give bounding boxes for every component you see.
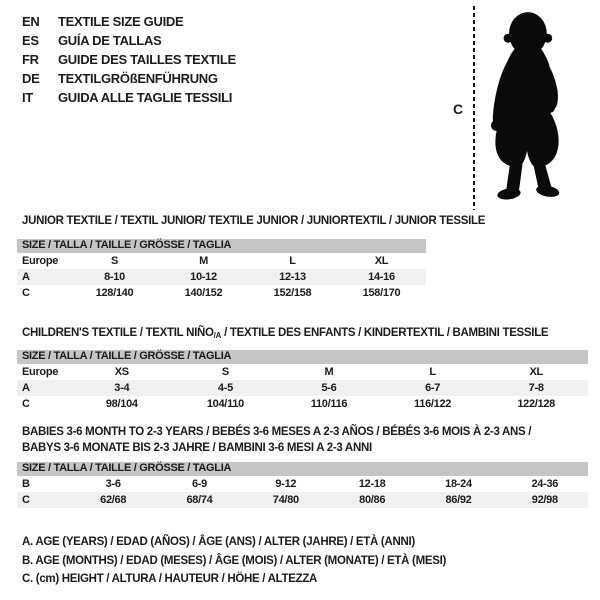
table-row-age xyxy=(17,380,588,396)
guide-title: GUIDE DES TAILLES TEXTILE xyxy=(58,52,236,67)
table-row-height xyxy=(17,285,426,301)
guide-title: TEXTILE SIZE GUIDE xyxy=(58,14,184,29)
table-cell: 116/122 xyxy=(414,398,452,410)
children-title-rest: / TEXTILE DES ENFANTS / KINDERTEXTIL / BAMBINI TESSILE xyxy=(221,327,549,339)
table-cell: 3-4 xyxy=(114,382,130,394)
language-code: FR xyxy=(22,52,39,67)
table-cell: 128/140 xyxy=(95,287,134,299)
table-cell: 158/170 xyxy=(362,287,401,299)
table-row-height xyxy=(17,492,588,508)
row-label: B xyxy=(22,478,30,490)
children-size-table xyxy=(17,350,588,412)
size-header-bar: SIZE / TALLA / TAILLE / GRÖSSE / TAGLIA xyxy=(17,239,426,253)
table-cell: 152/158 xyxy=(273,287,312,299)
babies-table-title xyxy=(22,424,531,456)
table-cell: 68/74 xyxy=(186,494,213,506)
table-cell: S xyxy=(221,366,229,378)
row-label: C xyxy=(22,398,30,410)
table-cell: 98/104 xyxy=(105,398,138,410)
table-cell: 86/92 xyxy=(445,494,472,506)
toddler-silhouette-icon xyxy=(482,7,572,208)
guide-title: GUÍA DE TALLAS xyxy=(58,33,162,48)
table-cell: L xyxy=(289,255,296,267)
table-cell: 24-36 xyxy=(531,478,559,490)
table-cell: 104/110 xyxy=(206,398,244,410)
size-header-bar: SIZE / TALLA / TAILLE / GRÖSSE / TAGLIA xyxy=(17,350,588,364)
table-cell: 6-7 xyxy=(425,382,441,394)
language-row xyxy=(22,31,236,50)
table-cell: 110/116 xyxy=(310,398,348,410)
table-cell: 62/68 xyxy=(100,494,127,506)
table-cell: 140/152 xyxy=(184,287,223,299)
table-cell: XS xyxy=(114,366,129,378)
babies-title-line1: BABIES 3-6 MONTH TO 2-3 YEARS / BEBÉS 3-6 MESES A 2-3 AÑOS / BÉBÉS 3-6 MOIS À 2-3 ANS / xyxy=(22,426,532,438)
guide-title: TEXTILGRÖßENFÜHRUNG xyxy=(58,71,218,86)
footnote-age-months: B. AGE (MONTHS) / EDAD (MESES) / ÂGE (MOIS) / ALTER (MONATE) / ETÀ (MESI) xyxy=(22,554,447,567)
row-label: C xyxy=(22,287,30,299)
table-row-height xyxy=(17,396,588,412)
language-row xyxy=(22,88,236,107)
row-label: Europe xyxy=(22,255,59,267)
language-code: ES xyxy=(22,33,39,48)
height-dashed-line xyxy=(473,6,475,210)
language-code: IT xyxy=(22,90,33,105)
table-cell: XL xyxy=(374,255,389,267)
table-cell: 12-13 xyxy=(279,271,306,283)
table-row-months xyxy=(17,476,588,492)
children-title-sub: /A xyxy=(213,331,222,340)
junior-size-table xyxy=(17,239,426,301)
footnote-height-cm: C. (cm) HEIGHT / ALTURA / HAUTEUR / HÖHE / ALTEZZA xyxy=(22,573,318,585)
language-row xyxy=(22,50,236,69)
table-cell: 74/80 xyxy=(272,494,299,506)
table-cell: XL xyxy=(529,366,543,378)
table-row-age xyxy=(17,269,426,285)
table-row-europe xyxy=(17,253,426,269)
table-cell: M xyxy=(199,255,208,267)
language-title-list xyxy=(22,12,236,107)
children-table-title xyxy=(22,327,548,340)
language-row xyxy=(22,69,236,88)
height-measure-label: C xyxy=(453,101,463,117)
language-code: DE xyxy=(22,71,40,86)
table-cell: L xyxy=(429,366,436,378)
language-code: EN xyxy=(22,14,40,29)
row-label: Europe xyxy=(22,366,59,378)
table-cell: 6-9 xyxy=(191,478,207,490)
table-cell: S xyxy=(110,255,119,267)
table-row-europe xyxy=(17,364,588,380)
table-cell: 3-6 xyxy=(105,478,121,490)
table-cell: 14-16 xyxy=(368,271,395,283)
table-cell: 4-5 xyxy=(217,382,233,394)
guide-title: GUIDA ALLE TAGLIE TESSILI xyxy=(58,90,233,105)
children-title-main: CHILDREN'S TEXTILE / TEXTIL NIÑO xyxy=(22,327,214,339)
table-cell: 8-10 xyxy=(104,271,125,283)
table-cell: 12-18 xyxy=(358,478,386,490)
table-cell: 80/86 xyxy=(359,494,386,506)
babies-size-table xyxy=(17,462,588,508)
row-label: C xyxy=(22,494,30,506)
table-cell: 122/128 xyxy=(517,398,555,410)
size-header-bar: SIZE / TALLA / TAILLE / GRÖSSE / TAGLIA xyxy=(17,462,588,476)
legend-footnotes xyxy=(22,533,446,589)
language-row xyxy=(22,12,236,31)
footnote-age-years: A. AGE (YEARS) / EDAD (AÑOS) / ÂGE (ANS) / ALTER (JAHRE) / ETÀ (ANNI) xyxy=(22,536,415,548)
table-cell: 5-6 xyxy=(321,382,337,394)
junior-table-title: JUNIOR TEXTILE / TEXTIL JUNIOR/ TEXTILE JUNIOR / JUNIORTEXTIL / JUNIOR TESSILE xyxy=(22,215,486,227)
table-cell: 92/98 xyxy=(531,494,558,506)
table-cell: 18-24 xyxy=(445,478,472,490)
table-cell: 9-12 xyxy=(275,478,297,490)
table-cell: M xyxy=(324,366,334,378)
table-cell: 10-12 xyxy=(190,271,217,283)
table-cell: 7-8 xyxy=(528,382,544,394)
babies-title-line2: BABYS 3-6 MONATE BIS 2-3 JAHRE / BAMBINI 3-6 MESI A 2-3 ANNI xyxy=(22,442,372,454)
row-label: A xyxy=(22,271,30,283)
row-label: A xyxy=(22,382,30,394)
